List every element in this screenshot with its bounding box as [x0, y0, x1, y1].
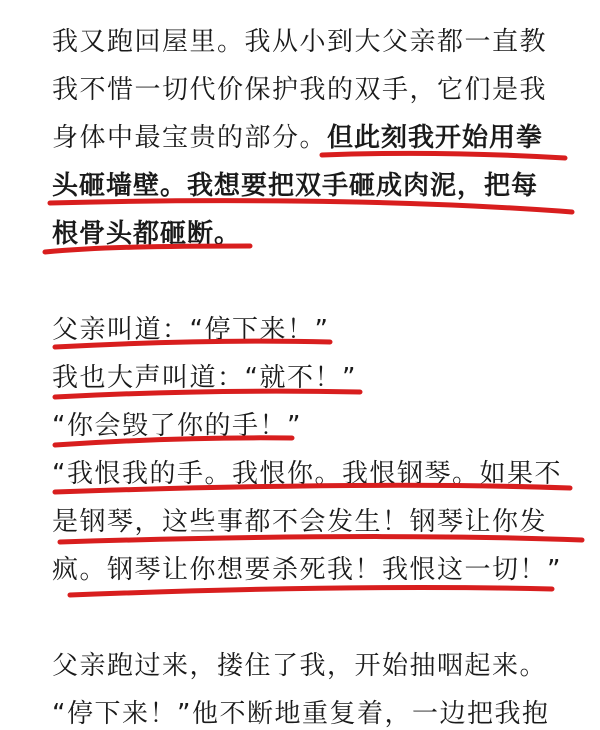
dialogue-line-4: “我恨我的手。我恨你。我恨钢琴。如果不: [52, 459, 562, 489]
dialogue-line-2: 我也大声叫道：“就不！”: [52, 363, 357, 393]
cut-off-bottom-area: [0, 690, 600, 730]
dialogue-line-5: 是钢琴，这些事都不会发生！钢琴让你发: [52, 507, 548, 537]
paragraph-3-line-2: “停下来！”他不断地重复着，一边把我抱: [52, 699, 550, 729]
paragraph-1-line-5: 根骨头都砸断。: [52, 219, 242, 249]
plain-text: 身体中最宝贵的部分。: [52, 123, 328, 153]
paragraph-1-line-3: [52, 118, 543, 158]
dialogue-line-6: 疯。钢琴让你想要杀死我！我恨这一切！”: [52, 555, 562, 585]
dialogue-line-3: “你会毁了你的手！”: [52, 411, 302, 441]
paragraph-1-line-2: 我不惜一切代价保护我的双手，它们是我: [52, 75, 548, 105]
dialogue-line-1: 父亲叫道：“停下来！”: [52, 315, 330, 345]
paragraph-1-line-4: 头砸墙壁。我想要把双手砸成肉泥，把每: [52, 171, 539, 201]
paragraph-3-line-1: 父亲跑过来，搂住了我，开始抽咽起来。: [52, 651, 548, 681]
bold-emphasis-text: 但此刻我开始用拳: [327, 123, 544, 153]
paragraph-1-line-1: 我又跑回屋里。我从小到大父亲都一直教: [52, 27, 548, 57]
